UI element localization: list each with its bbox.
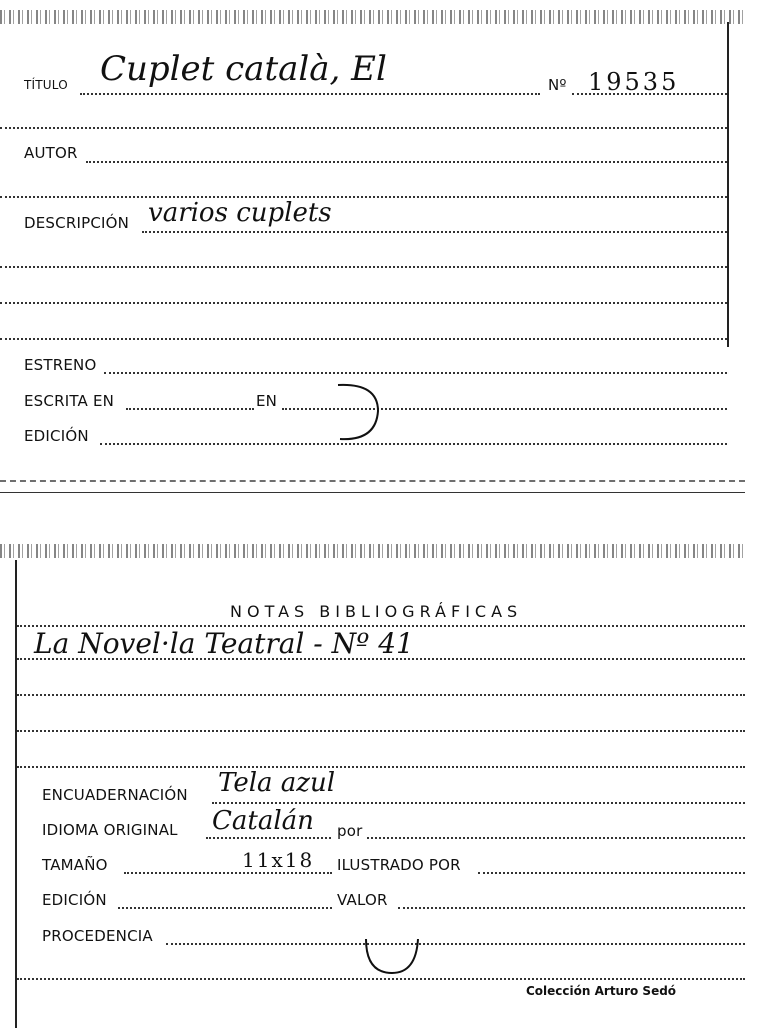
procedencia-line [166,943,745,945]
bottom-edge-line [0,480,745,482]
encuadernacion-label: ENCUADERNACIÓN [42,786,188,804]
por-label: por [337,822,363,840]
tamano-line [124,872,332,874]
en-label: EN [256,392,278,410]
card-back [0,530,759,1028]
tamano-handwritten-value: 11x18 [242,848,315,872]
por-line [367,837,745,839]
notas-line-5 [17,766,745,768]
card-left-edge [15,560,17,1028]
procedencia-label: PROCEDENCIA [42,927,153,945]
estreno-label: ESTRENO [24,356,97,374]
notas-line-2 [17,658,745,660]
coleccion-caption: Colección Arturo Sedó [526,984,677,998]
idioma-handwritten-value: Catalán [212,806,314,836]
ilustrado-label: ILUSTRADO POR [337,856,461,874]
notas-handwritten-value: La Novel·la Teatral - Nº 41 [34,627,414,660]
blank-line [0,302,727,304]
valor-label: VALOR [337,891,388,909]
descripcion-label: DESCRIPCIÓN [24,214,130,232]
edicion-line [100,443,727,445]
titulo-label: TÍTULO [24,78,68,92]
card-right-edge [727,22,729,347]
idioma-label: IDIOMA ORIGINAL [42,821,178,839]
numero-handwritten-value: 19535 [588,68,680,96]
ilustrado-line [478,872,745,874]
titulo-line [80,93,540,95]
notas-line-3 [17,694,745,696]
blank-line [0,338,727,340]
blank-line [0,127,727,129]
escrita-en-line [126,408,254,410]
punch-notch [326,383,386,443]
card-divider [0,492,745,493]
notas-heading: NOTAS BIBLIOGRÁFICAS [230,602,523,621]
numero-label: Nº [548,76,567,94]
valor-line [398,907,745,909]
edicion-label: EDICIÓN [42,891,107,909]
autor-line [86,161,727,163]
idioma-line [206,837,331,839]
encuadernacion-handwritten-value: Tela azul [218,768,336,798]
punch-notch [362,935,422,975]
bottom-line [17,978,745,980]
edicion-line [118,907,332,909]
descripcion-handwritten-value: varios cuplets [148,198,332,228]
estreno-line [104,372,727,374]
escrita-en-label: ESCRITA EN [24,392,115,410]
encuadernacion-line [212,802,745,804]
tamano-label: TAMAÑO [42,856,108,874]
notas-line-4 [17,730,745,732]
edicion-label: EDICIÓN [24,427,89,445]
scan-edge-noise [0,10,745,24]
titulo-handwritten-value: Cuplet català, El [100,49,387,89]
descripcion-line [142,231,727,233]
scan-edge-noise [0,544,745,558]
blank-line [0,196,727,198]
autor-label: AUTOR [24,144,78,162]
card-front [0,0,759,495]
blank-line [0,266,727,268]
